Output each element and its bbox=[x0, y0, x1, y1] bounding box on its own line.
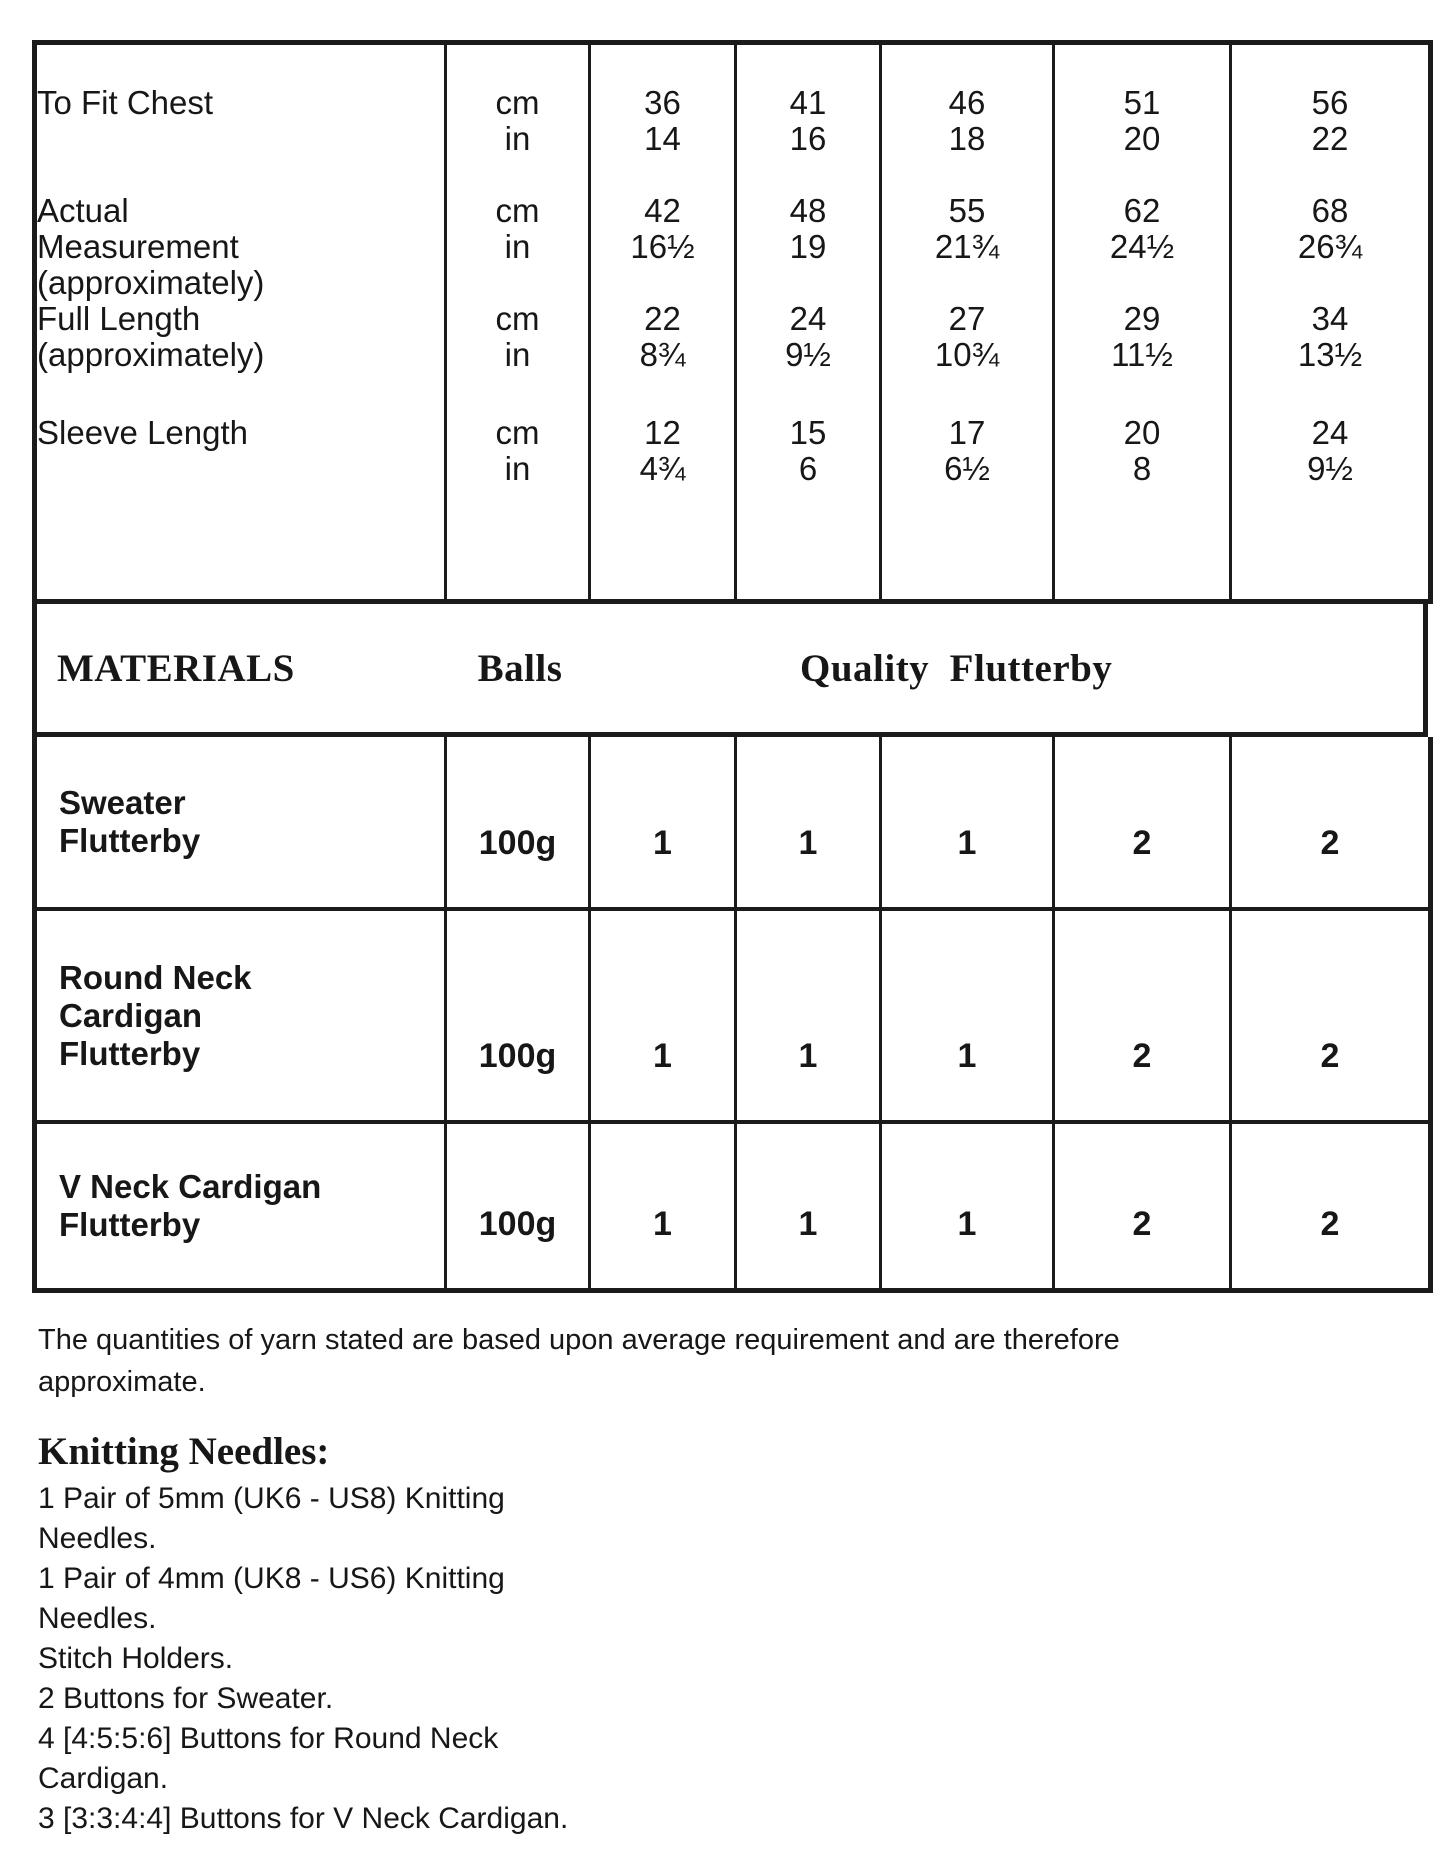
value-in: 18 bbox=[948, 120, 986, 157]
quality-heading: Quality Flutterby bbox=[800, 646, 1113, 690]
materials-row-sweater bbox=[35, 737, 1431, 909]
yarn-quantity-note bbox=[38, 1319, 1428, 1403]
value-cm: 42 bbox=[644, 192, 681, 229]
ball-weight-cell: 100g bbox=[446, 737, 590, 909]
materials-table bbox=[32, 737, 1433, 1293]
units-cell bbox=[446, 193, 590, 301]
size-value-cell bbox=[1054, 43, 1231, 194]
measurement-label-line: Full Length bbox=[37, 300, 201, 337]
materials-row-v-neck-cardigan bbox=[35, 1122, 1431, 1290]
value-in: 6 bbox=[798, 450, 818, 487]
value-in: 13½ bbox=[1297, 336, 1363, 373]
value-in: 8 bbox=[1132, 450, 1152, 487]
size-value-cell bbox=[1231, 301, 1431, 373]
value-in: 9½ bbox=[1307, 450, 1353, 487]
size-value-cell bbox=[736, 193, 881, 301]
measurement-label-line: (approximately) bbox=[37, 336, 265, 373]
garment-label-cell bbox=[35, 737, 446, 909]
page-content bbox=[32, 40, 1428, 1839]
measurement-label-line: (approximately) bbox=[37, 264, 265, 301]
knitting-needles-heading: Knitting Needles: bbox=[38, 1429, 330, 1473]
size-value-cell bbox=[1054, 301, 1231, 373]
value-cm: 56 bbox=[1311, 84, 1349, 121]
value-cm: 17 bbox=[948, 414, 986, 451]
value-cm: 24 bbox=[1311, 414, 1349, 451]
value-cm: 41 bbox=[789, 84, 827, 121]
units-cell bbox=[446, 373, 590, 602]
balls-count-cell: 2 bbox=[1231, 1122, 1431, 1290]
measurement-label-cell bbox=[35, 301, 446, 373]
unit-cm-label: cm bbox=[495, 414, 540, 451]
materials-header-band bbox=[32, 604, 1428, 737]
measurement-label-cell bbox=[35, 193, 446, 301]
sizing-row-to-fit-chest bbox=[35, 43, 1431, 194]
value-in: 19 bbox=[789, 228, 827, 265]
balls-count-cell: 2 bbox=[1054, 737, 1231, 909]
balls-count-cell: 1 bbox=[590, 737, 736, 909]
value-cm: 68 bbox=[1311, 192, 1349, 229]
value-in: 6½ bbox=[944, 450, 990, 487]
value-cm: 29 bbox=[1123, 300, 1161, 337]
size-value-cell bbox=[590, 193, 736, 301]
value-cm: 46 bbox=[948, 84, 986, 121]
size-value-cell bbox=[590, 301, 736, 373]
unit-in-label: in bbox=[504, 336, 531, 373]
balls-count-cell: 1 bbox=[736, 909, 881, 1122]
needles-list-line: Needles. bbox=[38, 1601, 157, 1635]
value-cm: 12 bbox=[644, 414, 681, 451]
size-value-cell bbox=[736, 301, 881, 373]
units-cell bbox=[446, 43, 590, 194]
value-cm: 24 bbox=[789, 300, 827, 337]
knitting-needles-list bbox=[38, 1479, 1428, 1839]
size-value-cell bbox=[590, 43, 736, 194]
size-value-cell bbox=[736, 373, 881, 602]
value-cm: 15 bbox=[789, 414, 827, 451]
value-cm: 55 bbox=[948, 192, 986, 229]
size-value-cell bbox=[590, 373, 736, 602]
measurement-label-cell bbox=[35, 373, 446, 602]
materials-row-round-neck-cardigan bbox=[35, 909, 1431, 1122]
needles-list-line: 4 [4:5:5:6] Buttons for Round Neck bbox=[38, 1721, 499, 1755]
value-in: 16½ bbox=[630, 228, 695, 265]
value-cm: 48 bbox=[789, 192, 827, 229]
size-value-cell bbox=[881, 301, 1054, 373]
size-value-cell bbox=[1054, 193, 1231, 301]
measurement-label-cell bbox=[35, 43, 446, 194]
size-value-cell bbox=[1231, 373, 1431, 602]
value-cm: 62 bbox=[1123, 192, 1161, 229]
yarn-note-line: The quantities of yarn stated are based upon average requirement and are therefore bbox=[38, 1323, 1120, 1356]
needles-list-line: Needles. bbox=[38, 1521, 157, 1555]
ball-weight-cell: 100g bbox=[446, 1122, 590, 1290]
size-value-cell bbox=[1231, 43, 1431, 194]
garment-label-line: Cardigan bbox=[59, 996, 203, 1034]
garment-label-line: Sweater bbox=[59, 784, 186, 821]
balls-count-cell: 2 bbox=[1054, 1122, 1231, 1290]
materials-title: MATERIALS bbox=[57, 646, 295, 690]
unit-in-label: in bbox=[504, 228, 531, 265]
units-cell bbox=[446, 301, 590, 373]
value-in: 26¾ bbox=[1297, 228, 1363, 265]
unit-cm-label: cm bbox=[495, 84, 540, 121]
sizing-row-sleeve-length bbox=[35, 373, 1431, 602]
value-in: 21¾ bbox=[934, 228, 1000, 265]
size-value-cell bbox=[1231, 193, 1431, 301]
garment-label-line: V Neck Cardigan bbox=[59, 1167, 322, 1205]
needles-list-line: 3 [3:3:4:4] Buttons for V Neck Cardigan. bbox=[38, 1801, 569, 1835]
size-value-cell bbox=[1054, 373, 1231, 602]
garment-label-cell bbox=[35, 1122, 446, 1290]
value-in: 9½ bbox=[785, 336, 831, 373]
unit-in-label: in bbox=[504, 120, 531, 157]
sizing-row-full-length bbox=[35, 301, 1431, 373]
value-in: 4¾ bbox=[639, 450, 686, 487]
value-cm: 20 bbox=[1123, 414, 1161, 451]
balls-count-cell: 1 bbox=[590, 909, 736, 1122]
balls-count-cell: 1 bbox=[881, 1122, 1054, 1290]
garment-label-cell bbox=[35, 909, 446, 1122]
size-value-cell bbox=[881, 193, 1054, 301]
needles-list-line: Cardigan. bbox=[38, 1761, 169, 1795]
balls-count-cell: 2 bbox=[1231, 737, 1431, 909]
size-value-cell bbox=[881, 373, 1054, 602]
value-in: 8¾ bbox=[639, 336, 686, 373]
balls-count-cell: 1 bbox=[736, 1122, 881, 1290]
measurement-label-line: Sleeve Length bbox=[37, 414, 249, 451]
value-cm: 51 bbox=[1123, 84, 1161, 121]
sizing-table bbox=[32, 40, 1433, 604]
yarn-note-line: approximate. bbox=[38, 1365, 206, 1398]
value-in: 16 bbox=[789, 120, 827, 157]
unit-in-label: in bbox=[504, 450, 531, 487]
balls-count-cell: 1 bbox=[881, 737, 1054, 909]
ball-weight-cell: 100g bbox=[446, 909, 590, 1122]
balls-count-cell: 1 bbox=[590, 1122, 736, 1290]
garment-label-line: Flutterby bbox=[59, 1205, 201, 1243]
balls-column-heading: Balls bbox=[477, 646, 563, 690]
balls-count-cell: 2 bbox=[1054, 909, 1231, 1122]
value-cm: 22 bbox=[644, 300, 681, 337]
value-in: 20 bbox=[1123, 120, 1161, 157]
needles-list-line: 1 Pair of 5mm (UK6 - US8) Knitting bbox=[38, 1481, 505, 1515]
measurement-label-line: To Fit Chest bbox=[37, 84, 214, 121]
measurement-label-line: Measurement bbox=[37, 228, 239, 265]
needles-list-line: Stitch Holders. bbox=[38, 1641, 234, 1675]
value-cm: 36 bbox=[644, 84, 681, 121]
value-in: 14 bbox=[644, 120, 681, 157]
unit-cm-label: cm bbox=[495, 192, 540, 229]
size-value-cell bbox=[736, 43, 881, 194]
garment-label-line: Flutterby bbox=[59, 1034, 201, 1072]
measurement-label-line: Actual bbox=[37, 192, 129, 229]
value-cm: 27 bbox=[948, 300, 986, 337]
value-cm: 34 bbox=[1311, 300, 1349, 337]
size-value-cell bbox=[881, 43, 1054, 194]
garment-label-line: Round Neck bbox=[59, 958, 252, 996]
balls-count-cell: 2 bbox=[1231, 909, 1431, 1122]
balls-count-cell: 1 bbox=[881, 909, 1054, 1122]
needles-list-line: 2 Buttons for Sweater. bbox=[38, 1681, 334, 1715]
garment-label-line: Flutterby bbox=[59, 822, 201, 859]
value-in: 22 bbox=[1311, 120, 1349, 157]
needles-list-line: 1 Pair of 4mm (UK8 - US6) Knitting bbox=[38, 1561, 505, 1595]
sizing-row-actual-measurement bbox=[35, 193, 1431, 301]
value-in: 10¾ bbox=[934, 336, 1000, 373]
unit-cm-label: cm bbox=[495, 300, 540, 337]
balls-count-cell: 1 bbox=[736, 737, 881, 909]
value-in: 11½ bbox=[1111, 336, 1173, 373]
value-in: 24½ bbox=[1109, 228, 1175, 265]
